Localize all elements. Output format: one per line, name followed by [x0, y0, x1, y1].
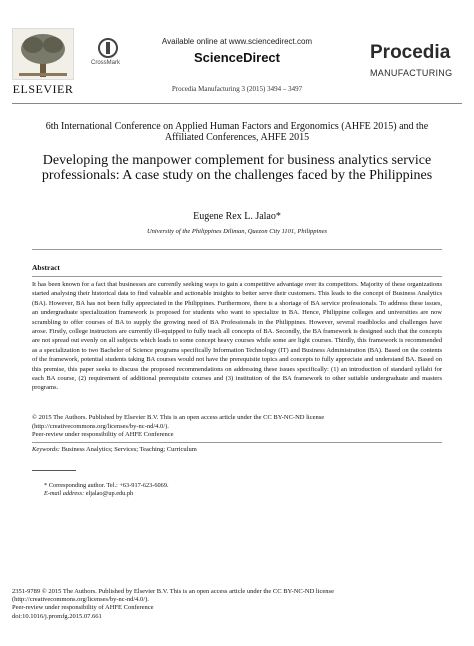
footer-license-link[interactable]: (http://creativecommons.org/licenses/by-nc-nd/4.0/).	[12, 596, 149, 604]
journal-subtitle: MANUFACTURING	[370, 68, 453, 78]
email-line	[44, 490, 169, 498]
email-label: E-mail address:	[44, 490, 85, 498]
crossmark-label: CrossMark	[91, 60, 121, 66]
available-online: Available online at www.sciencedirect.com	[161, 37, 313, 46]
journal-reference: Procedia Manufacturing 3 (2015) 3494 – 3497	[171, 85, 303, 93]
divider-above-abstract	[32, 249, 442, 250]
journal-name: Procedia	[370, 42, 451, 63]
license-block	[32, 414, 442, 440]
divider-above-keywords	[32, 442, 442, 443]
keywords-label: Keywords:	[32, 446, 60, 453]
divider-below-abstract-heading	[32, 276, 442, 277]
license-line: Peer-review under responsibility of AHFE Conference	[32, 431, 174, 439]
abstract-text: It has been known for a fact that businesses are currently seeking ways to gain a competitive advantage over its competitors. Majority of these organizations started analysing their historical data to find valuable and actionable insights to better serve their customers. This leads to the concept of Business Analytics (BA). However, BA has not been fully appreciated in the Philippines. Furthermore, there is a shortage of BA service professionals. To address these issues, an undergraduate specialization framework is proposed for students who want to specialize in BA. Hence, Philippine colleges and universities are now scrambling to offer courses of BA to supply the growing need of BA Professionals in the Philippines. However, several roadblocks and challenges have arose. Firstly, college instructors are currently ill-equipped to fully teach all concepts of BA. Secondly, the BA framework is designed such that the concepts are not spread out evenly on all subjects which leads to some concept heavy courses while some are light courses. Thirdly, this framework is recommended as a specialization to two Bachelor of Science programs specifically Information Technology (IT) and Business Administration (BA). Based on the contents of the framework, potential students taking BA courses would not have the prerequisite topics and concepts to fully appreciate and understand BA. Based on this premise, this paper seeks to discuss the proposed recommendations on addressing these issues specifically: (1) an introduction of standard syllabi for each BA course, (2) requirement of additional prerequisite courses and (3) institution of the BA framework to other suitable undergraduate and masters programs.	[32, 281, 442, 392]
footnote	[44, 482, 169, 499]
footer-peer-review: Peer-review under responsibility of AHFE Conference	[12, 604, 154, 612]
license-link[interactable]: (http://creativecommons.org/licenses/by-nc-nd/4.0/).	[32, 422, 169, 430]
page-footer	[12, 588, 462, 621]
footnote-rule	[32, 470, 76, 471]
paper-title: Developing the manpower complement for business analytics service professionals: A case study on the challenges faced by the Philippines	[41, 153, 433, 183]
email-address[interactable]: eljalao@up.edu.ph	[85, 490, 134, 498]
keywords	[32, 446, 197, 453]
license-line: © 2015 The Authors. Published by Elsevier B.V. This is an open access article under the CC BY-NC-ND license	[32, 414, 325, 421]
keywords-list: Business Analytics; Services; Teaching; Curriculum	[61, 446, 197, 453]
footer-doi[interactable]: doi:10.1016/j.promfg.2015.07.661	[12, 612, 102, 620]
sciencedirect-logo: ScienceDirect	[194, 50, 280, 65]
author-affiliation: University of the Philippines Diliman, Quezon City 1101, Philippines	[146, 228, 328, 235]
abstract-heading: Abstract	[32, 263, 60, 272]
header-divider	[12, 103, 462, 104]
author-name: Eugene Rex L. Jalao*	[193, 211, 281, 222]
corresponding-author: * Corresponding author. Tel.: +63-917-623-6069.	[44, 482, 169, 489]
footer-copyright: 2351-9789 © 2015 The Authors. Published by Elsevier B.V. This is an open access article under the CC BY-NC-ND license	[12, 588, 334, 595]
publisher-logo-text: ELSEVIER	[12, 82, 74, 96]
conference-name: 6th International Conference on Applied Human Factors and Ergonomics (AHFE 2015) and the Affiliated Conferences, AHFE 2015	[45, 121, 429, 143]
